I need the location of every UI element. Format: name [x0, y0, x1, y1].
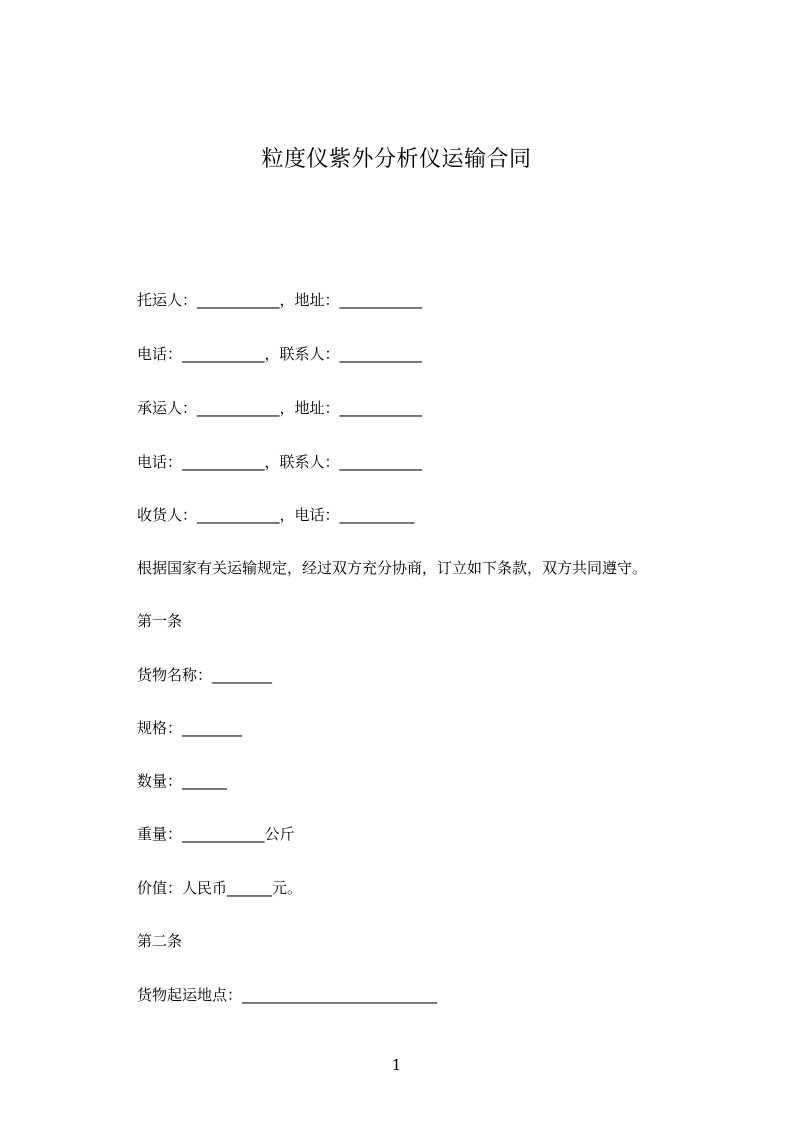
shipper-line: 托运人：___________，地址：___________	[137, 291, 423, 309]
quantity-line: 数量：______	[137, 772, 228, 790]
page-number: 1	[391, 1056, 402, 1074]
origin-line: 货物起运地点：__________________________	[137, 986, 438, 1004]
shipper-phone-line: 电话：___________，联系人：___________	[137, 345, 423, 363]
article-2-heading: 第二条	[137, 932, 183, 950]
article-1-heading: 第一条	[137, 612, 183, 630]
value-line: 价值：人民币______元。	[137, 879, 303, 897]
preamble-paragraph: 根据国家有关运输规定，经过双方充分协商，订立如下条款，双方共同遵守。	[137, 559, 648, 577]
carrier-line: 承运人：___________，地址：___________	[137, 399, 423, 417]
specification-line: 规格：________	[137, 719, 243, 737]
carrier-phone-line: 电话：___________，联系人：___________	[137, 453, 423, 471]
consignee-line: 收货人：___________，电话：__________	[137, 506, 415, 524]
document-title: 粒度仪紫外分析仪运输合同	[261, 147, 532, 172]
weight-line: 重量：___________公斤	[137, 825, 295, 843]
goods-name-line: 货物名称：________	[137, 666, 273, 684]
